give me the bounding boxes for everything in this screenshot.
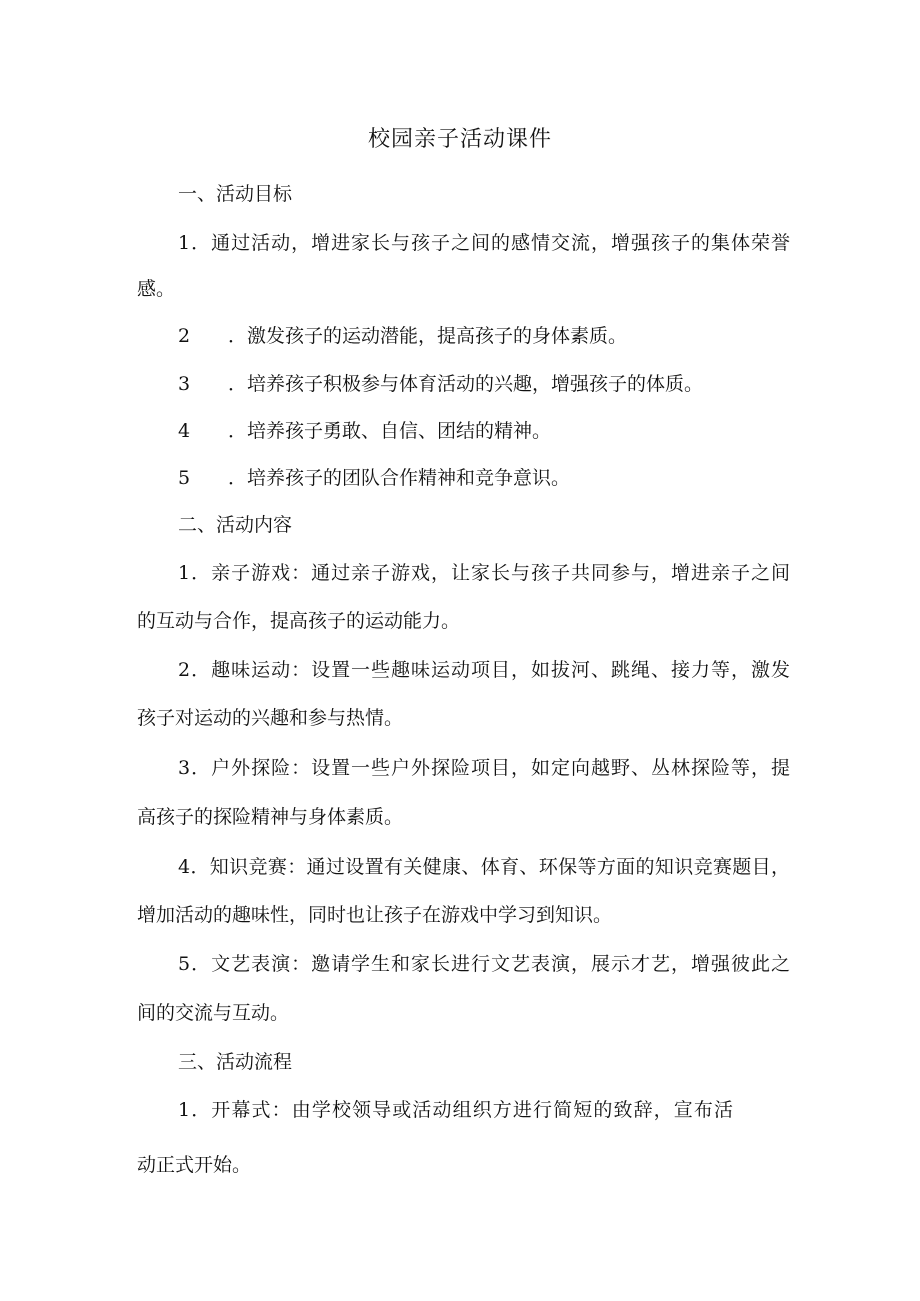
- content-2-line-2: 孩子对运动的兴趣和参与热情。: [137, 707, 404, 729]
- content-5-line-2: 间的交流与互动。: [137, 1002, 290, 1024]
- content-4-line-2: 增加活动的趣味性，同时也让孩子在游戏中学习到知识。: [137, 904, 613, 926]
- content-4-line-1: 4．知识竞赛：通过设置有关健康、体育、环保等方面的知识竞赛题目，: [178, 856, 790, 878]
- goal-3-number: 3: [178, 373, 191, 395]
- content-5-line-1: 5．文艺表演：邀请学生和家长进行文艺表演，展示才艺，增强彼此之: [178, 953, 790, 975]
- goal-5-text: ．培养孩子的团队合作精神和竞争意识。: [228, 467, 571, 489]
- document-title: 校园亲子活动课件: [367, 127, 552, 152]
- process-1-line-2: 动正式开始。: [137, 1154, 252, 1176]
- goal-4-number: 4: [178, 420, 191, 442]
- process-1-line-1: 1．开幕式：由学校领导或活动组织方进行简短的致辞，宣布活: [178, 1099, 733, 1121]
- section-heading-goals: 一、活动目标: [178, 183, 293, 205]
- goal-2-number: 2: [178, 325, 191, 347]
- content-1-line-1: 1．亲子游戏：通过亲子游戏，让家长与孩子共同参与，增进亲子之间: [178, 562, 790, 584]
- content-3-line-1: 3．户外探险：设置一些户外探险项目，如定向越野、丛林探险等，提: [178, 757, 790, 779]
- goal-1-line-1: 1．通过活动，增进家长与孩子之间的感情交流，增强孩子的集体荣誉: [178, 232, 790, 254]
- goal-2-text: ．激发孩子的运动潜能，提高孩子的身体素质。: [228, 325, 628, 347]
- content-3-line-2: 高孩子的探险精神与身体素质。: [137, 806, 404, 828]
- content-1-line-2: 的互动与合作，提高孩子的运动能力。: [137, 610, 461, 632]
- section-heading-process: 三、活动流程: [178, 1051, 293, 1073]
- section-heading-contents: 二、活动内容: [178, 514, 293, 536]
- goal-3-text: ．培养孩子积极参与体育活动的兴趣，增强孩子的体质。: [228, 373, 704, 395]
- goal-1-line-2: 感。: [137, 278, 176, 300]
- content-2-line-1: 2．趣味运动：设置一些趣味运动项目，如拔河、跳绳、接力等，激发: [178, 659, 790, 681]
- goal-4-text: ．培养孩子勇敢、自信、团结的精神。: [228, 420, 552, 442]
- goal-5-number: 5: [178, 467, 191, 489]
